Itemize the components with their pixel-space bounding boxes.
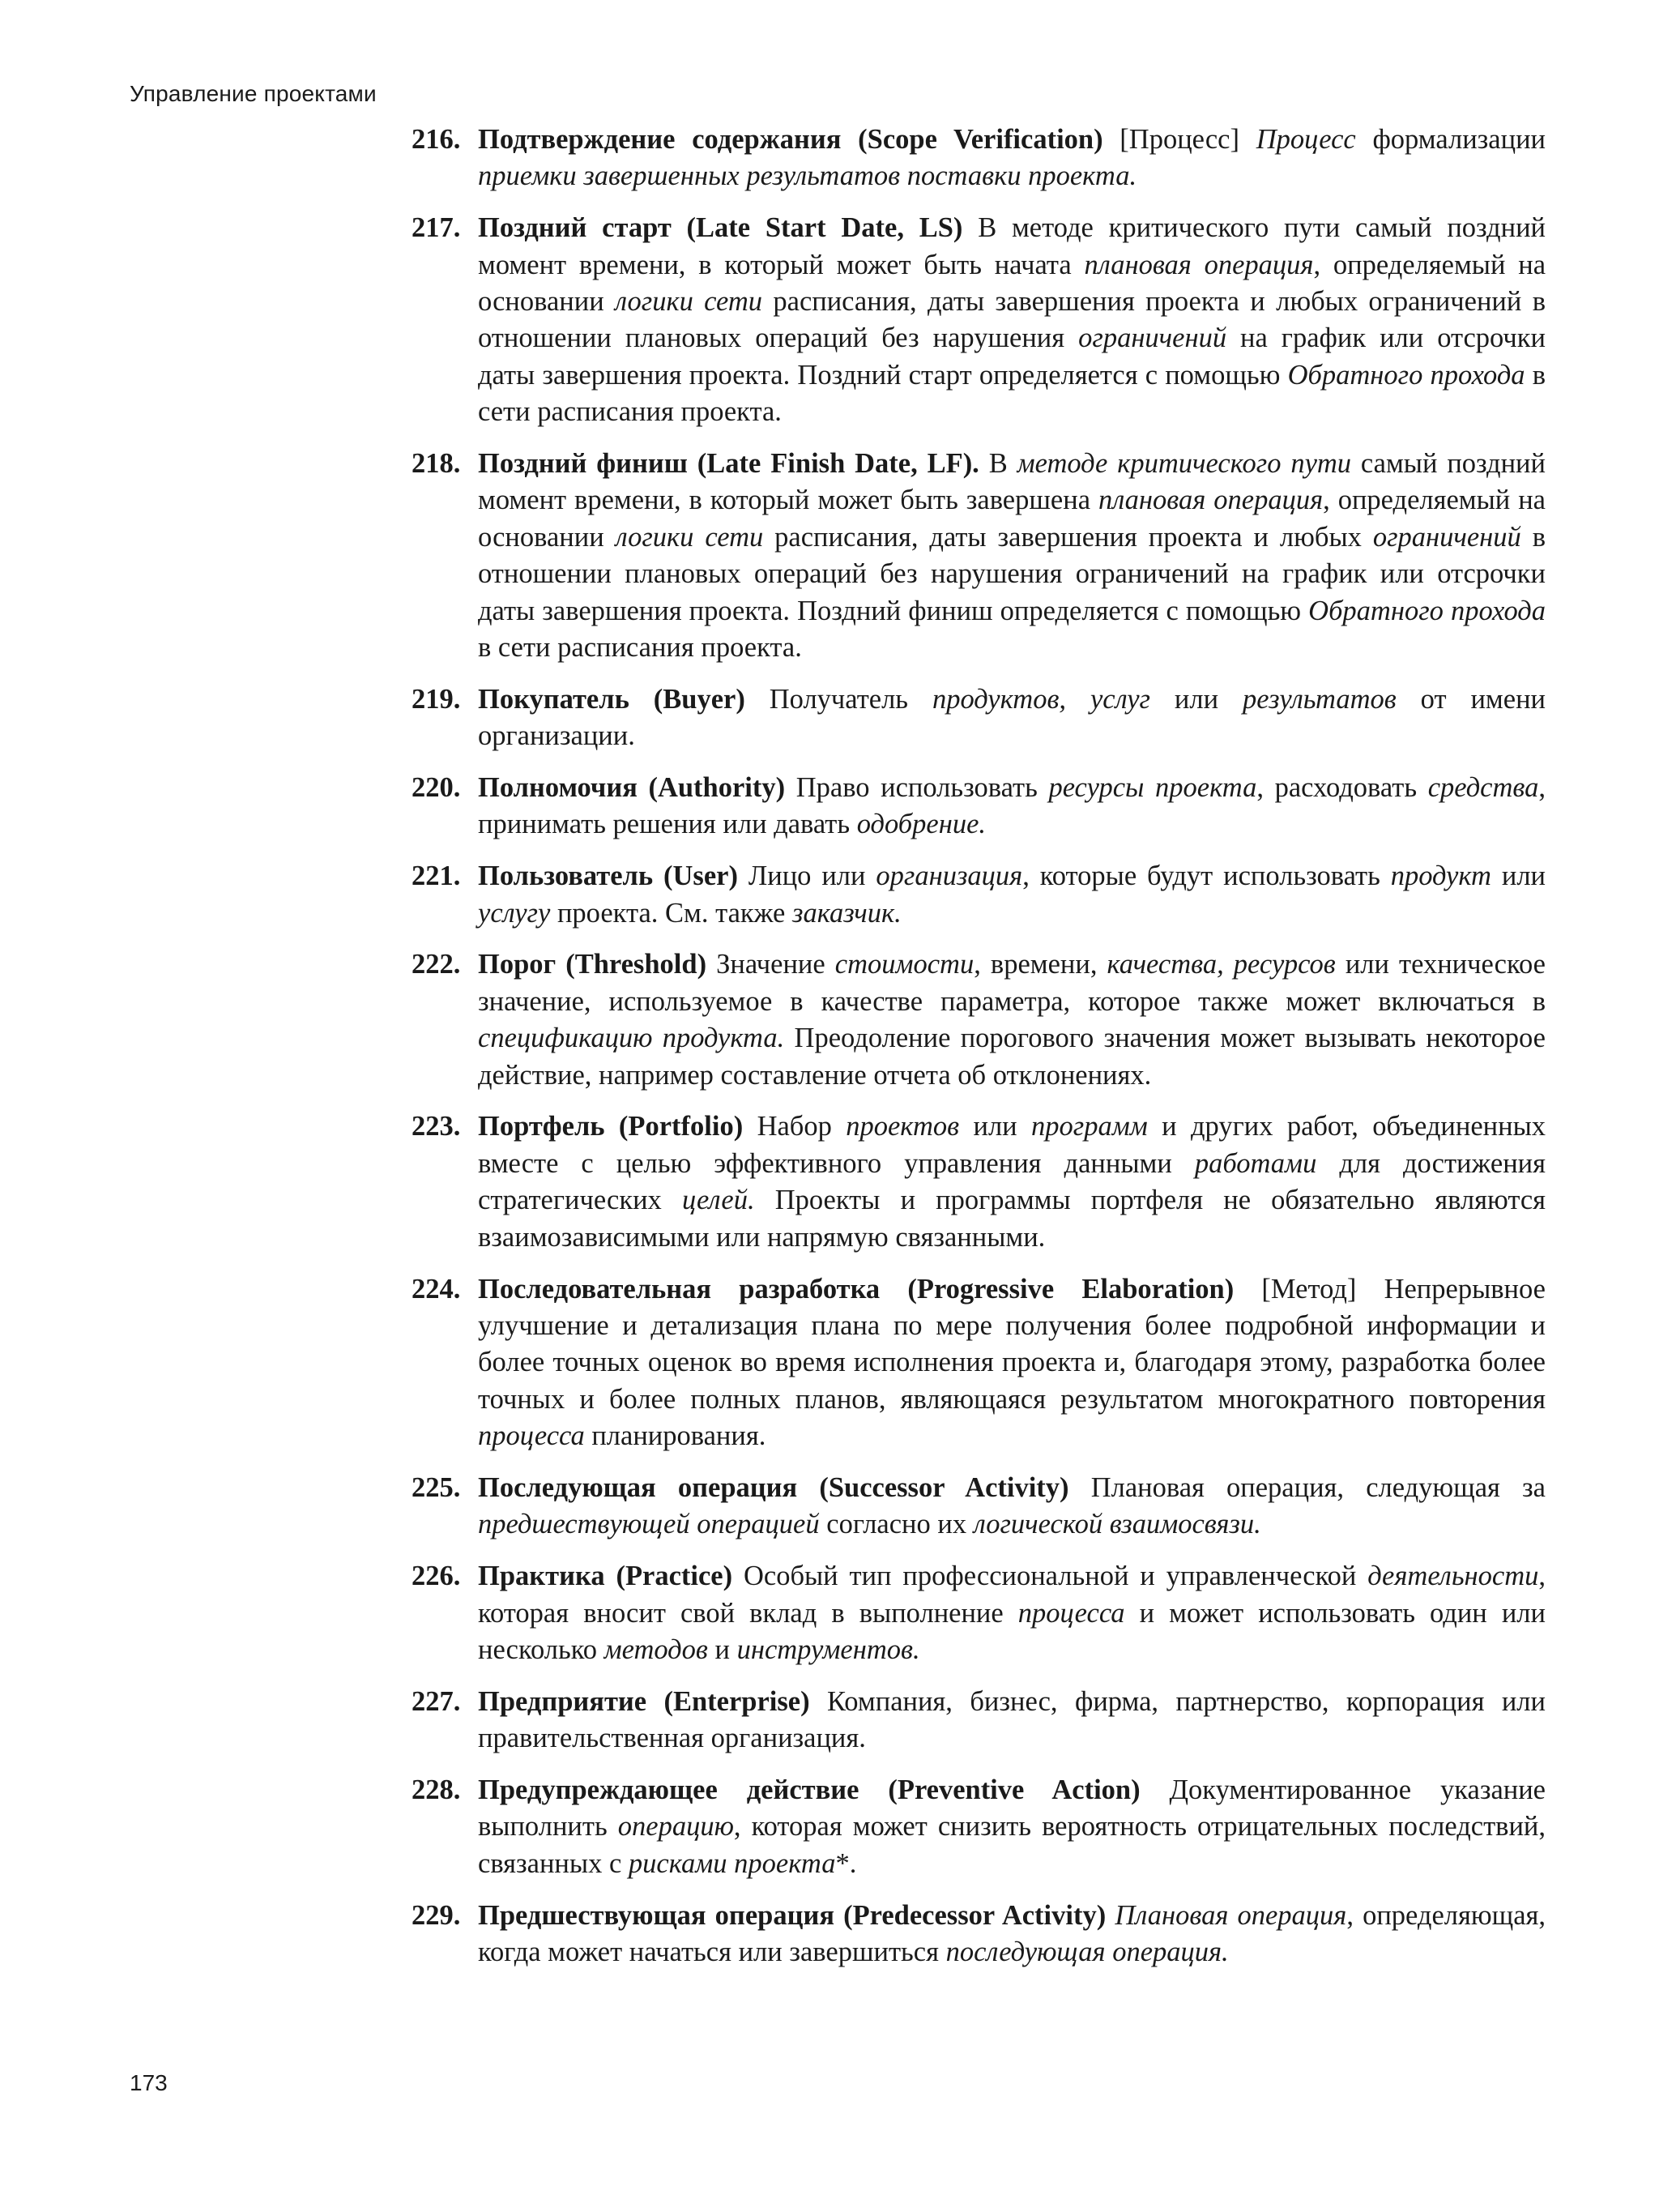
entry-number: 218.: [412, 448, 461, 480]
italic-term: целей.: [681, 1185, 755, 1216]
entry-number: 225.: [412, 1471, 461, 1503]
italic-term: Обратного прохода: [1308, 595, 1546, 626]
entry-term: Предшествующая операция (Predecessor Activity): [478, 1899, 1107, 1931]
italic-term: программ: [1031, 1111, 1148, 1142]
entry-text: , которая вносит свой вклад в выполнение: [478, 1561, 1546, 1629]
glossary-entry: [412, 681, 1546, 755]
entry-number: 219.: [412, 683, 461, 715]
entry-number: 216.: [412, 124, 461, 155]
glossary-entry: [412, 770, 1546, 843]
entry-term: Подтверждение содержания (Scope Verification): [478, 124, 1103, 155]
glossary-entry: [412, 1772, 1546, 1882]
entry-term: Предупреждающее действие (Preventive Action): [478, 1774, 1141, 1805]
entry-number: 229.: [412, 1899, 461, 1931]
glossary-entry: [412, 946, 1546, 1094]
entry-term: Портфель (Portfolio): [478, 1111, 744, 1142]
entry-text: формализации: [1355, 124, 1546, 155]
entry-text: Компания, бизнес, фирма, партнерство, корпорация или правительственная организация.: [478, 1685, 1546, 1754]
italic-term: логической взаимосвязи.: [973, 1509, 1261, 1540]
entry-number: 227.: [412, 1685, 461, 1717]
entry-text: проекта. См. также: [550, 897, 792, 929]
entry-text: Лицо или: [737, 860, 876, 892]
running-head: Управление проектами: [130, 81, 377, 106]
italic-term: методе критического пути: [1017, 448, 1352, 480]
italic-term: плановая операция: [1084, 249, 1314, 280]
entry-number: 226.: [412, 1561, 461, 1592]
entry-text: [1106, 1900, 1115, 1931]
italic-term: средства: [1427, 772, 1539, 804]
italic-term: стоимости: [834, 949, 975, 980]
entry-text: или: [959, 1111, 1032, 1142]
entry-text: расписания, даты завершения проекта и любых ограничений в отношении плановых операций без нарушения: [478, 286, 1546, 354]
entry-text: в сети расписания проекта.: [478, 359, 1546, 428]
italic-term: процесса: [478, 1420, 585, 1452]
entry-text: согласно их: [819, 1509, 974, 1540]
italic-term: плановая операция: [1098, 485, 1324, 516]
entry-number: 221.: [412, 860, 461, 892]
glossary-entry: [412, 210, 1546, 430]
entry-number: 223.: [412, 1111, 461, 1142]
entry-term: Последовательная разработка (Progressive Elaboration): [478, 1273, 1235, 1305]
entry-text: , которая может снизить вероятность отрицательных последствий, связанных с: [478, 1811, 1546, 1879]
italic-term: операцию: [617, 1811, 734, 1843]
entry-text: [Процесс]: [1102, 124, 1256, 155]
entry-text: В: [979, 448, 1017, 480]
entry-number: 217.: [412, 212, 461, 244]
italic-term: методов: [603, 1633, 708, 1665]
italic-term: продуктов, услуг: [932, 683, 1150, 715]
entry-term: Пользователь (User): [478, 860, 738, 892]
entry-term: Практика (Practice): [478, 1561, 733, 1592]
italic-term: продукт: [1390, 860, 1491, 892]
entry-text: Преодоление порогового значения может вызывать некоторое действие, например составление отчета об отклонениях.: [478, 1023, 1546, 1091]
entry-text: В методе критического пути самый поздний момент времени, в который может быть начата: [478, 212, 1546, 280]
glossary-entry: [412, 1108, 1546, 1256]
entry-term: Поздний финиш (Late Finish Date, LF).: [478, 448, 979, 480]
entry-text: , определяемый на основании: [478, 485, 1546, 553]
entry-number: 220.: [412, 772, 461, 804]
italic-term: логики сети: [615, 521, 764, 553]
italic-term: организация: [876, 860, 1023, 892]
italic-term: заказчик.: [792, 897, 902, 929]
entry-text: Получатель: [744, 683, 932, 715]
entry-text: и может использовать один или несколько: [478, 1597, 1546, 1665]
italic-term: Плановая операция: [1115, 1899, 1347, 1931]
entry-text: в сети расписания проекта.: [478, 632, 802, 664]
entry-text: [Метод] Непрерывное улучшение и детализация плана по мере получения более подробной информации и более точных оценок во время исполнения проекта и, благодаря этому, разработка более точных и более полных планов, являющаяся результатом многократного повторения: [478, 1273, 1546, 1415]
entry-number: 224.: [412, 1273, 461, 1305]
italic-term: рисками проекта: [628, 1847, 836, 1879]
entry-number: 222.: [412, 949, 461, 980]
italic-term: Процесс: [1256, 124, 1356, 155]
entry-text: или: [1149, 683, 1243, 715]
entry-text: Право использовать: [785, 772, 1049, 804]
entry-term: Последующая операция (Successor Activity): [478, 1471, 1069, 1503]
entry-text: , принимать решения или давать: [478, 772, 1546, 840]
entry-text: Набор: [743, 1111, 847, 1142]
italic-term: работами: [1194, 1147, 1317, 1179]
italic-term: услугу: [478, 897, 551, 929]
entry-term: Покупатель (Buyer): [478, 683, 745, 715]
entry-text: Плановая операция, следующая за: [1068, 1471, 1546, 1503]
entry-text: для достижения стратегических: [478, 1147, 1546, 1216]
page-number: 173: [130, 2070, 168, 2095]
italic-term: Обратного прохода: [1287, 359, 1525, 391]
glossary-entry: [412, 1684, 1546, 1757]
entry-number: 228.: [412, 1774, 461, 1805]
glossary-entry: [412, 858, 1546, 932]
entry-text: Значение: [706, 949, 835, 980]
glossary-entry: [412, 1271, 1546, 1455]
entry-term: Поздний старт (Late Start Date, LS): [478, 212, 963, 244]
italic-term: результатов: [1242, 683, 1397, 715]
italic-term: инструментов.: [736, 1633, 920, 1665]
entry-text: Проекты и программы портфеля не обязательно являются взаимозависимыми или напрямую связанными.: [478, 1185, 1546, 1253]
italic-term: последующая операция.: [945, 1936, 1229, 1967]
entry-text: от имени организации.: [478, 683, 1546, 752]
entry-term: Полномочия (Authority): [478, 772, 786, 804]
italic-term: ограничений: [1372, 521, 1521, 553]
glossary-entry: [412, 1898, 1546, 1971]
italic-term: процесса: [1017, 1597, 1125, 1629]
entry-text: , определяющая, когда может начаться или завершиться: [478, 1899, 1546, 1967]
entry-text: , расходовать: [1256, 772, 1428, 804]
glossary-list: [412, 122, 1546, 1986]
glossary-entry: [412, 122, 1546, 195]
entry-text: Особый тип профессиональной и управленческой: [732, 1561, 1368, 1592]
entry-term: Предприятие (Enterprise): [478, 1685, 810, 1717]
entry-text: , времени,: [974, 949, 1107, 980]
entry-text: или: [1491, 860, 1546, 892]
entry-text: , которые будут использовать: [1022, 860, 1391, 892]
italic-term: качества, ресурсов: [1107, 949, 1336, 980]
entry-term: Порог (Threshold): [478, 949, 707, 980]
entry-text: в отношении плановых операций без нарушения ограничений на график или отсрочки даты завершения проекта. Поздний финиш определяется с помощью: [478, 521, 1546, 626]
italic-term: предшествующей операцией: [478, 1509, 820, 1540]
entry-text: и: [707, 1633, 737, 1665]
entry-text: расписания, даты завершения проекта и любых: [763, 521, 1373, 553]
entry-text: Документированное указание выполнить: [478, 1774, 1546, 1843]
entry-text: и других работ, объединенных вместе с целью эффективного управления данными: [478, 1111, 1546, 1179]
italic-term: логики сети: [615, 286, 763, 318]
entry-text: на график или отсрочки даты завершения проекта. Поздний старт определяется с помощью: [478, 322, 1546, 391]
entry-text: или техническое значение, используемое в качестве параметра, которое также может включаться в: [478, 949, 1546, 1017]
italic-term: ресурсы проекта: [1048, 772, 1257, 804]
entry-text: планирования.: [584, 1420, 766, 1452]
italic-term: деятельности: [1367, 1561, 1539, 1592]
glossary-entry: [412, 446, 1546, 666]
italic-term: проектов: [846, 1111, 960, 1142]
italic-term: приемки завершенных результатов поставки проекта.: [478, 160, 1137, 192]
italic-term: спецификацию продукта.: [478, 1023, 785, 1054]
entry-text: *.: [835, 1847, 857, 1879]
entry-text: самый поздний момент времени, в который может быть завершена: [478, 448, 1546, 516]
italic-term: ограничений: [1078, 322, 1227, 354]
glossary-entry: [412, 1470, 1546, 1544]
entry-text: , определяемый на основании: [478, 249, 1546, 318]
glossary-entry: [412, 1558, 1546, 1668]
italic-term: одобрение.: [856, 809, 987, 840]
